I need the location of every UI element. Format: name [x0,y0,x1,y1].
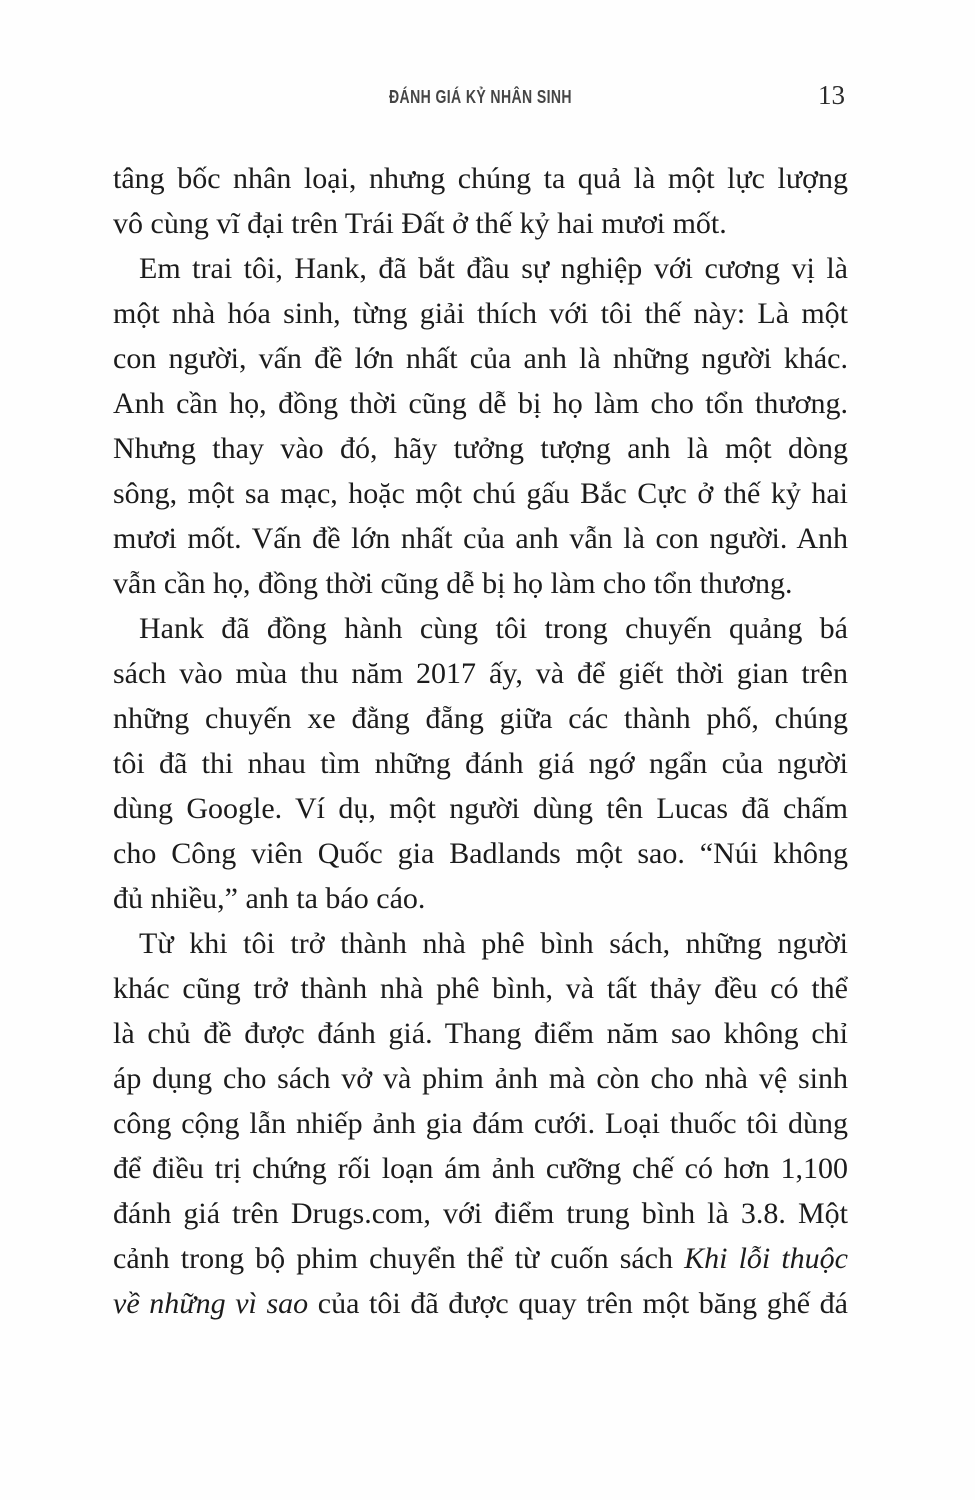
text-line [113,156,848,201]
text-line [113,966,848,1011]
text-line [113,291,848,336]
text-segment: là chủ đề được đánh giá. Thang điểm năm sao không chỉ [113,1017,848,1050]
text-line [113,1101,848,1146]
text-segment: Em trai tôi, Hank, đã bắt đầu sự nghiệp với cương vị là [139,252,848,285]
text-line [113,1191,848,1236]
page-number: 13 [818,80,845,110]
text-segment: cảnh trong bộ phim chuyển thể từ cuốn sách [113,1242,685,1275]
text-line [113,1146,848,1191]
text-line [113,831,848,876]
text-line [113,471,848,516]
text-segment: đủ nhiều,” anh ta báo cáo. [113,882,426,915]
text-segment: áp dụng cho sách vở và phim ảnh mà còn cho nhà vệ sinh [113,1062,848,1095]
text-line [113,1011,848,1056]
text-segment: Khi lỗi thuộc [684,1242,848,1275]
text-line [113,561,848,606]
text-segment: một nhà hóa sinh, từng giải thích với tôi thế này: Là một [113,297,848,330]
text-segment: đánh giá trên Drugs.com, với điểm trung bình là 3.8. Một [113,1197,848,1230]
text-line [113,381,848,426]
text-line [113,336,848,381]
page-body [113,156,848,1326]
text-segment: để điều trị chứng rối loạn ám ảnh cưỡng chế có hơn 1,100 [113,1152,848,1185]
text-segment: về những vì sao [113,1287,309,1320]
text-segment: của tôi đã được quay trên một băng ghế đá [308,1287,848,1320]
running-header [113,0,848,130]
text-segment: Hank đã đồng hành cùng tôi trong chuyến quảng bá [139,612,848,645]
text-line [113,201,848,246]
text-segment: vô cùng vĩ đại trên Trái Đất ở thế kỷ hai mươi mốt. [113,207,727,240]
text-line [113,246,848,291]
chapter-title: ĐÁNH GIÁ KỶ NHÂN SINH [389,87,572,107]
text-segment: Từ khi tôi trở thành nhà phê bình sách, những người [139,927,848,960]
text-line [113,741,848,786]
text-segment: tôi đã thi nhau tìm những đánh giá ngớ ngẩn của người [113,747,848,780]
text-segment: con người, vấn đề lớn nhất của anh là những người khác. [113,342,848,375]
text-line [113,696,848,741]
text-segment: vẫn cần họ, đồng thời cũng dễ bị họ làm cho tổn thương. [113,567,793,600]
text-line [113,606,848,651]
text-line [113,651,848,696]
text-line [113,876,848,921]
text-segment: sông, một sa mạc, hoặc một chú gấu Bắc Cực ở thế kỷ hai [113,477,848,510]
text-line [113,1236,848,1281]
text-line [113,786,848,831]
text-segment: Anh cần họ, đồng thời cũng dễ bị họ làm cho tổn thương. [113,387,848,420]
text-segment: dùng Google. Ví dụ, một người dùng tên Lucas đã chấm [113,792,848,825]
text-line [113,1281,848,1326]
text-segment: Nhưng thay vào đó, hãy tưởng tượng anh là một dòng [113,432,848,465]
text-segment: công cộng lẫn nhiếp ảnh gia đám cưới. Loại thuốc tôi dùng [113,1107,848,1140]
text-line [113,426,848,471]
text-segment: những chuyến xe đằng đẵng giữa các thành phố, chúng [113,702,848,735]
text-segment: mươi mốt. Vấn đề lớn nhất của anh vẫn là con người. Anh [113,522,848,555]
text-segment: khác cũng trở thành nhà phê bình, và tất thảy đều có thể [113,972,848,1005]
text-segment: sách vào mùa thu năm 2017 ấy, và để giết thời gian trên [113,657,848,690]
text-line [113,921,848,966]
text-segment: tâng bốc nhân loại, nhưng chúng ta quả là một lực lượng [113,162,848,195]
text-line [113,1056,848,1101]
text-line [113,516,848,561]
text-segment: cho Công viên Quốc gia Badlands một sao. “Núi không [113,837,848,870]
